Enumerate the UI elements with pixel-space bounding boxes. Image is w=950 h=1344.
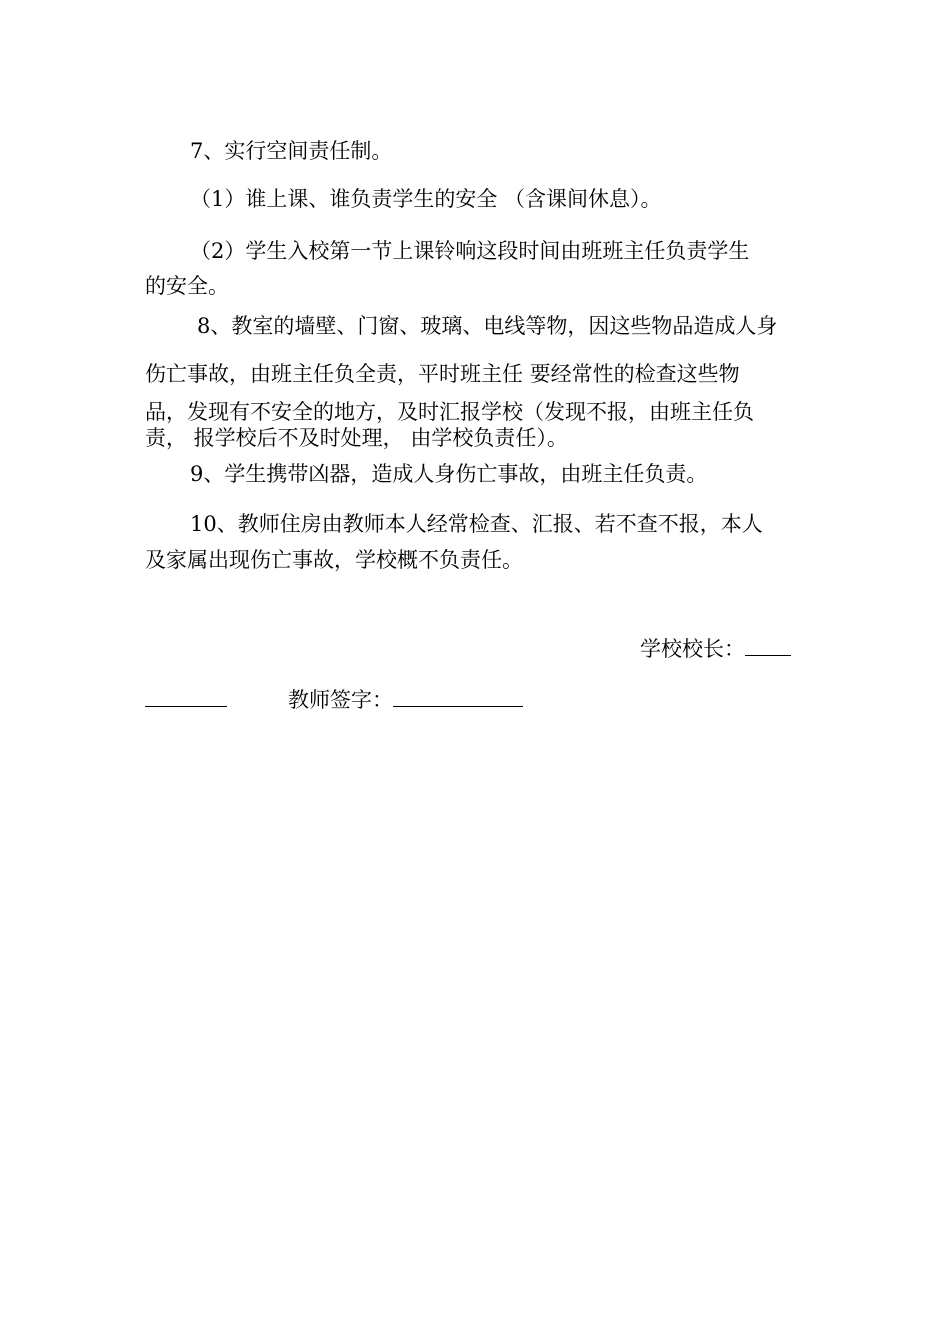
item-7-heading: 7、实行空间责任制。 xyxy=(190,139,393,163)
item-8-line-4: 责， 报学校后不及时处理， 由学校负责任）。 xyxy=(145,426,568,450)
item-8-line-2: 伤亡事故，由班主任负全责，平时班主任 要经常性的检查这些物 xyxy=(145,362,740,386)
item-10-line-2: 及家属出现伤亡事故，学校概不负责任。 xyxy=(145,548,523,572)
teacher-signature-blank[interactable] xyxy=(393,684,523,707)
principal-signature-continuation xyxy=(145,684,227,714)
item-7-sub-1: （1）谁上课、谁负责学生的安全 （含课间休息）。 xyxy=(190,187,662,211)
principal-signature-line xyxy=(640,633,791,663)
item-7-sub-2-line-1: （2）学生入校第一节上课铃响这段时间由班班主任负责学生 xyxy=(190,239,750,263)
teacher-signature-line xyxy=(288,684,523,714)
principal-signature-blank[interactable] xyxy=(745,633,791,656)
item-10-line-1: 10、教师住房由教师本人经常检查、汇报、若不查不报，本人 xyxy=(190,512,763,536)
item-9-line-1: 9、学生携带凶器，造成人身伤亡事故，由班主任负责。 xyxy=(190,462,708,486)
principal-signature-blank-continued[interactable] xyxy=(145,684,227,707)
item-7-sub-2-line-2: 的安全。 xyxy=(145,274,229,298)
teacher-label: 教师签字： xyxy=(288,688,393,712)
item-8-line-1: 8、教室的墙壁、门窗、玻璃、电线等物，因这些物品造成人身 xyxy=(197,314,778,338)
principal-label: 学校校长： xyxy=(640,637,745,661)
item-8-line-3: 品，发现有不安全的地方，及时汇报学校（发现不报，由班主任负 xyxy=(145,400,754,424)
